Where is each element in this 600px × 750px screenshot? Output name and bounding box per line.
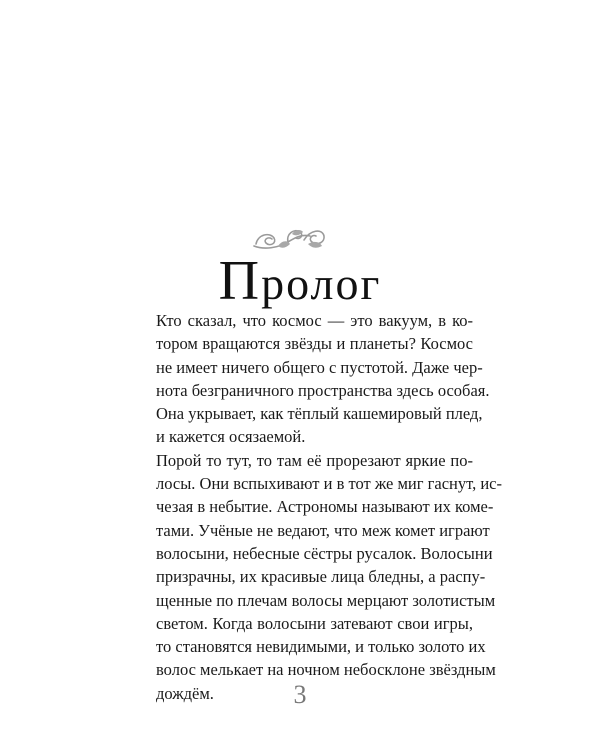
text-line: не имеет ничего общего с пустотой. Даже чер- <box>156 357 483 377</box>
decorative-flourish-icon <box>248 220 328 254</box>
text-line: Она укрывает, как тёплый кашемировый плед, <box>156 404 483 424</box>
text-line: тором вращаются звёзды и планеты? Космос <box>156 334 473 354</box>
text-line: чезая в небытие. Астрономы называют их коме- <box>156 497 494 517</box>
chapter-title-initial: П <box>218 250 262 312</box>
chapter-title-rest: ролог <box>261 258 382 309</box>
text-line: и кажется осязаемой. <box>156 427 306 447</box>
page-number: 3 <box>293 680 307 709</box>
text-line: то становятся невидимыми, и только золото их <box>156 637 486 657</box>
text-line: призрачны, их красивые лица бледны, а распу- <box>156 567 486 587</box>
chapter-body <box>125 309 503 705</box>
text-line: волосыни, небесные сёстры русалок. Волосыни <box>156 543 493 563</box>
paragraph-2 <box>125 449 503 705</box>
text-line: лосы. Они вспыхивают и в тот же миг гаснут, ис- <box>156 474 503 494</box>
text-line: Кто сказал, что космос — это вакуум, в ко- <box>156 311 473 330</box>
text-line: нота безграничного пространства здесь особая. <box>156 380 490 400</box>
chapter-title <box>0 250 600 312</box>
paragraph-1 <box>125 309 490 449</box>
text-line: щенные по плечам волосы мерцают золотистым <box>156 590 496 610</box>
text-line: дождём. <box>156 683 214 703</box>
text-line: светом. Когда волосыни затевают свои игры, <box>156 613 473 633</box>
text-line: тами. Учёные не ведают, что меж комет играют <box>156 520 490 540</box>
text-line: волос мелькает на ночном небосклоне звёздным <box>156 660 496 680</box>
text-line: Порой то тут, то там её прорезают яркие по- <box>156 450 473 470</box>
